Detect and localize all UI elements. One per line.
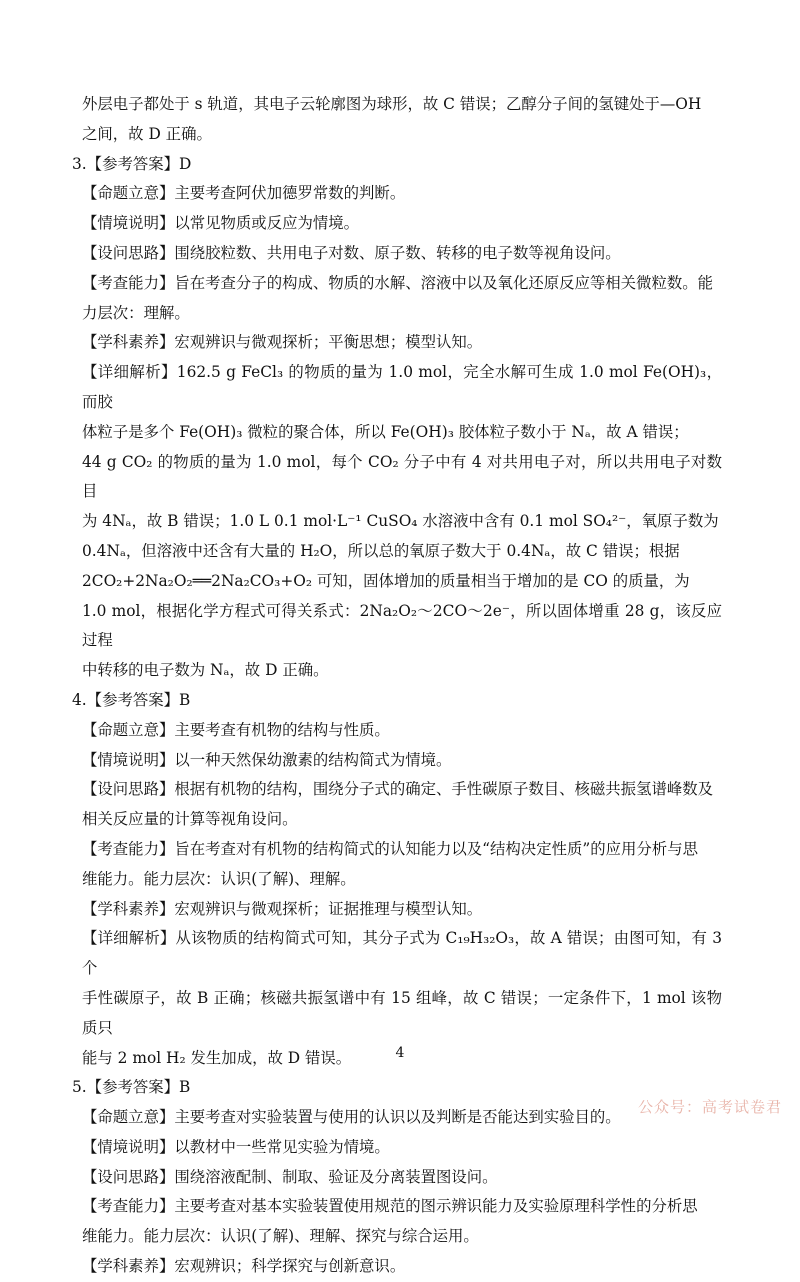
text-line: 【学科素养】宏观辨识与微观探析；平衡思想；模型认知。: [82, 333, 483, 352]
text-line: 【考查能力】旨在考查分子的构成、物质的水解、溶液中以及氧化还原反应等相关微粒数。能: [82, 273, 714, 292]
text-line: 相关反应量的计算等视角设问。: [82, 810, 298, 829]
text-line: 体粒子是多个 Fe(OH)₃ 微粒的聚合体，所以 Fe(OH)₃ 胶体粒子数小于 Nₐ，故 A 错误；: [82, 422, 689, 441]
text-line: 为 4Nₐ，故 B 错误；1.0 L 0.1 mol·L⁻¹ CuSO₄ 水溶液中含有 0.1 mol SO₄²⁻，氧原子数为: [82, 512, 719, 531]
text-line: 【情境说明】以常见物质或反应为情境。: [82, 214, 360, 233]
text-line: 【命题立意】主要考查有机物的结构与性质。: [82, 720, 390, 739]
answer-heading-3: 3.【参考答案】D: [72, 154, 192, 173]
text-line: 【命题立意】主要考查对实验装置与使用的认识以及判断是否能达到实验目的。: [82, 1108, 621, 1127]
text-line: 手性碳原子，故 B 正确；核磁共振氢谱中有 15 组峰，故 C 错误；一定条件下，1 mol 该物质只: [82, 988, 722, 1037]
text-line: 【考查能力】主要考查对基本实验装置使用规范的图示辨识能力及实验原理科学性的分析思: [82, 1197, 698, 1216]
text-line: 力层次：理解。: [82, 303, 190, 322]
text-line: 【学科素养】宏观辨识；科学探究与创新意识。: [82, 1257, 406, 1276]
text-line: 【情境说明】以一种天然保幼激素的结构简式为情境。: [82, 750, 452, 769]
text-line: 【设问思路】围绕溶液配制、制取、验证及分离装置图设问。: [82, 1167, 498, 1186]
text-line: 维能力。能力层次：认识(了解)、理解、探究与综合运用。: [82, 1227, 479, 1246]
text-line: 中转移的电子数为 Nₐ，故 D 正确。: [82, 661, 329, 680]
text-line: 0.4Nₐ，但溶液中还含有大量的 H₂O，所以总的氧原子数大于 0.4Nₐ，故 C 错误；根据: [82, 541, 680, 560]
text-line: 【考查能力】旨在考查对有机物的结构简式的认知能力以及“结构决定性质”的应用分析与思: [82, 839, 698, 858]
text-line: 【详细解析】162.5 g FeCl₃ 的物质的量为 1.0 mol，完全水解可生成 1.0 mol Fe(OH)₃，而胶: [82, 363, 722, 411]
text-line: 44 g CO₂ 的物质的量为 1.0 mol，每个 CO₂ 分子中有 4 对共用电子对，所以共用电子对数目: [82, 452, 722, 501]
text-line: 之间，故 D 正确。: [82, 124, 212, 143]
text-line: 能与 2 mol H₂ 发生加成，故 D 错误。: [82, 1048, 352, 1067]
text-line: 1.0 mol，根据化学方程式可得关系式：2Na₂O₂～2CO～2e⁻，所以固体增重 28 g，该反应过程: [82, 601, 722, 650]
document-body: [72, 90, 722, 1282]
text-line: 【设问思路】围绕胶粒数、共用电子对数、原子数、转移的电子数等视角设问。: [82, 243, 621, 262]
text-line: 【命题立意】主要考查阿伏加德罗常数的判断。: [82, 184, 406, 203]
watermark: 公众号：高考试卷君: [637, 1098, 782, 1116]
page-number: 4: [395, 1045, 405, 1061]
text-line: 维能力。能力层次：认识(了解)、理解。: [82, 869, 356, 888]
text-line: 【学科素养】宏观辨识与微观探析；证据推理与模型认知。: [82, 899, 483, 918]
answer-heading-4: 4.【参考答案】B: [72, 690, 191, 709]
text-line: 【详细解析】从该物质的结构简式可知，其分子式为 C₁₉H₃₂O₃，故 A 错误；由图可知，有 3 个: [82, 929, 722, 978]
text-line: 2CO₂+2Na₂O₂══2Na₂CO₃+O₂ 可知，固体增加的质量相当于增加的是 CO 的质量，为: [82, 571, 690, 590]
text-line: 【情境说明】以教材中一些常见实验为情境。: [82, 1137, 390, 1156]
text-line: 【设问思路】根据有机物的结构，围绕分子式的确定、手性碳原子数目、核磁共振氢谱峰数及: [82, 780, 714, 799]
text-line: 外层电子都处于 s 轨道，其电子云轮廓图为球形，故 C 错误；乙醇分子间的氢键处于—OH: [82, 95, 702, 113]
answer-heading-5: 5.【参考答案】B: [72, 1078, 191, 1097]
